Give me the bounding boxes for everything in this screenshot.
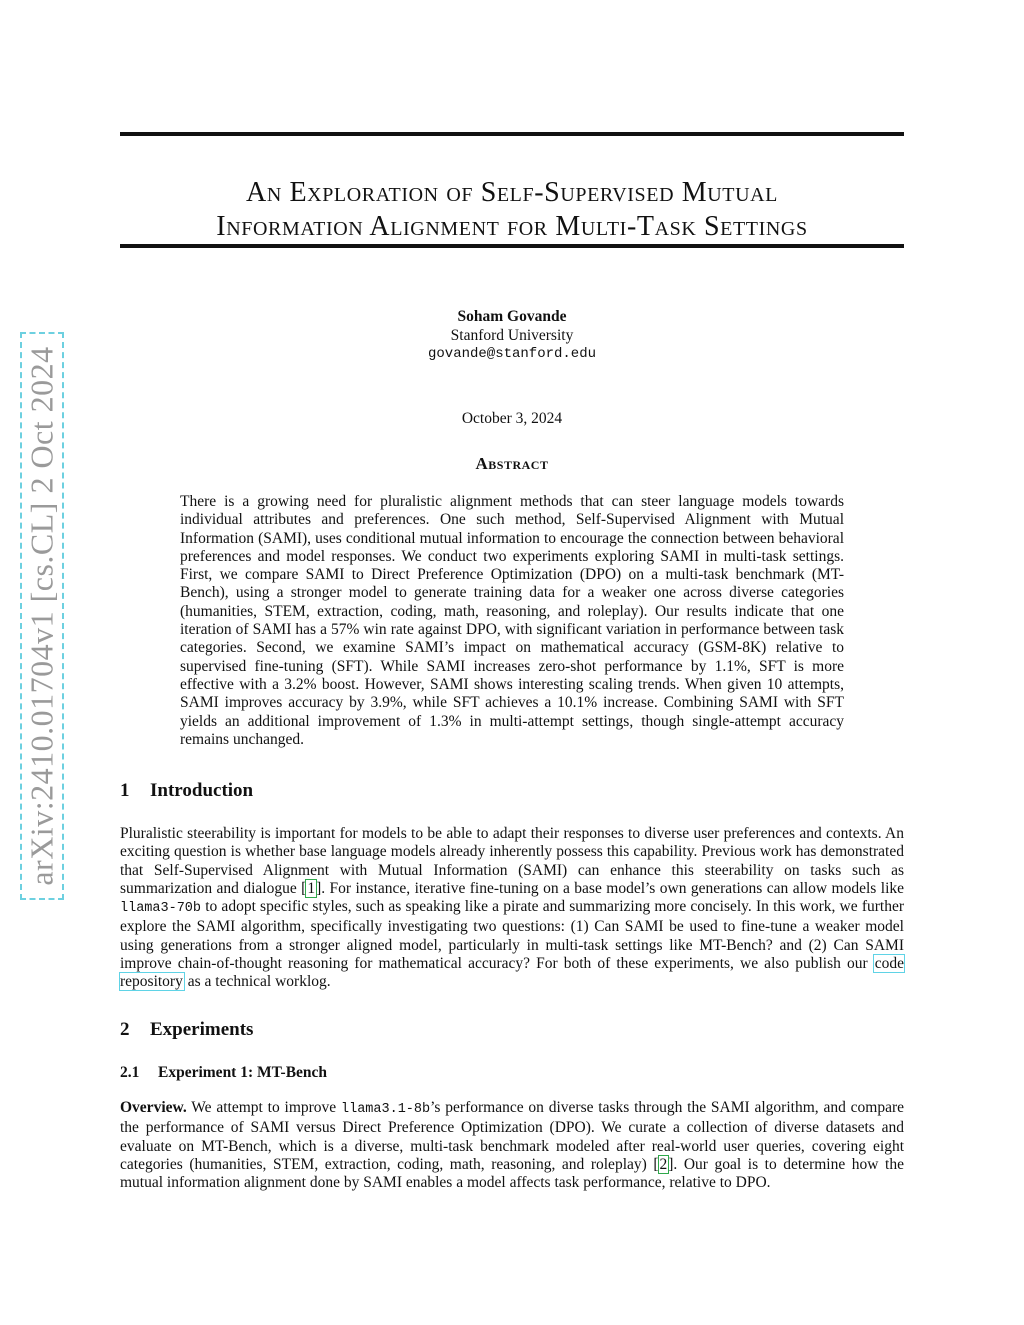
section-2-title: Experiments [150, 1019, 254, 1040]
citation-1[interactable]: 1 [307, 879, 316, 897]
code-repository-link[interactable]: code repository [120, 955, 904, 991]
subsection-2-1-heading [120, 1064, 327, 1082]
citation-2[interactable]: 2 [659, 1155, 668, 1173]
intro-text-3: to adopt specific styles, such as speaking like a pirate and summarizing more concisely. In this work, we further explore the SAMI algorithm, specifically investigating two questions: (1) Can SAMI be used to fine-tune a weaker model using generations from a stronger aligned model, particularly in multi-task settings like MT-Bench? and (2) Can SAMI improve chain-of-thought reasoning for mathematical accuracy? For both of these experiments, we also publish our [120, 898, 904, 973]
model-name-llama3-1-8b: llama3.1-8b [341, 1102, 431, 1117]
author-affiliation: Stanford University [450, 327, 574, 344]
intro-text-1: Pluralistic steerability is important for models to be able to adapt their responses to diverse user preferences and contexts. An exciting question is whether base language models already inherently possess this capability. Previous work has demonstrated that Self-Supervised Alignment with Mutual Information (SAMI) can enhance this steerability on tasks such as summarization and dialogue [ [120, 825, 904, 897]
author-block [0, 307, 1024, 364]
author-name: Soham Govande [457, 308, 567, 325]
section-2-number: 2 [120, 1019, 130, 1040]
author-email: govande@stanford.edu [427, 346, 597, 362]
subsection-2-1-number: 2.1 [120, 1064, 140, 1081]
overview-text-3: ]. Our goal is to determine how the mutual information alignment done by SAMI enables a model affects task performance, relative to DPO. [120, 1155, 904, 1192]
model-name-llama3-70b: llama3-70b [120, 901, 202, 917]
subsection-2-1-title: Experiment 1: MT-Bench [158, 1064, 328, 1081]
abstract-heading: Abstract [475, 454, 549, 473]
overview-text-2: ’s performance on diverse tasks through the SAMI algorithm, and compare the performance of SAMI versus Direct Preference Optimization (DPO). We curate a collection of diverse datasets and evaluate on MT-Bench, which is a diverse, multi-task benchmark modeled after real-world user queries, covering eight categories (humanities, STEM, extraction, coding, math, reasoning, and roleplay) [ [120, 1099, 904, 1173]
experiment-1-overview [120, 1099, 904, 1192]
overview-lead: Overview. [120, 1099, 187, 1116]
section-1-heading [120, 780, 253, 802]
title-line-2: Information Alignment for Multi-Task Settings [216, 210, 808, 242]
title-rule-top [120, 132, 904, 136]
abstract-text: There is a growing need for pluralistic alignment methods that can steer language models towards individual attributes and preferences. One such method, Self-Supervised Alignment with Mutual Information (SAMI), uses conditional mutual information to encourage the connection between behavioral preferences and model responses. We conduct two experiments exploring SAMI in multi-task settings. First, we compare SAMI to Direct Preference Optimization (DPO) on a multi-task benchmark (MT-Bench), using a stronger model to generate training data for a weaker one across diverse categories (humanities, STEM, extraction, coding, math, reasoning, and roleplay). Our results indicate that one iteration of SAMI has a 57% win rate against DPO, with significant variation in performance between task categories. Second, we examine SAMI’s impact on mathematical accuracy (GSM-8K) relative to supervised fine-tuning (SFT). While SAMI increases zero-shot performance by 1.1%, SFT is more effective with a 3.2% boost. However, SAMI shows interesting scaling trends. When given 10 attempts, SAMI improves accuracy by 3.9%, while SFT achieves a 10.1% increase. Combining SAMI with SFT yields an additional improvement of 1.3% in multi-attempt settings, though single-attempt accuracy remains unchanged. [180, 493, 844, 748]
intro-text-4: as a technical worklog. [183, 973, 331, 991]
section-1-title: Introduction [150, 780, 254, 801]
section-1-number: 1 [120, 780, 130, 801]
title-line-1: An Exploration of Self-Supervised Mutual [246, 176, 778, 208]
section-2-heading [120, 1019, 253, 1041]
intro-paragraph [120, 825, 904, 992]
paper-date: October 3, 2024 [461, 410, 563, 427]
overview-text-1: We attempt to improve [186, 1099, 341, 1116]
paper-title [120, 176, 904, 244]
intro-text-2: ]. For instance, iterative fine-tuning on a base model’s own generations can allow models like [316, 879, 904, 897]
title-rule-bottom [120, 244, 904, 248]
arxiv-stamp: arXiv:2410.01704v1 [cs.CL] 2 Oct 2024 [23, 346, 60, 886]
